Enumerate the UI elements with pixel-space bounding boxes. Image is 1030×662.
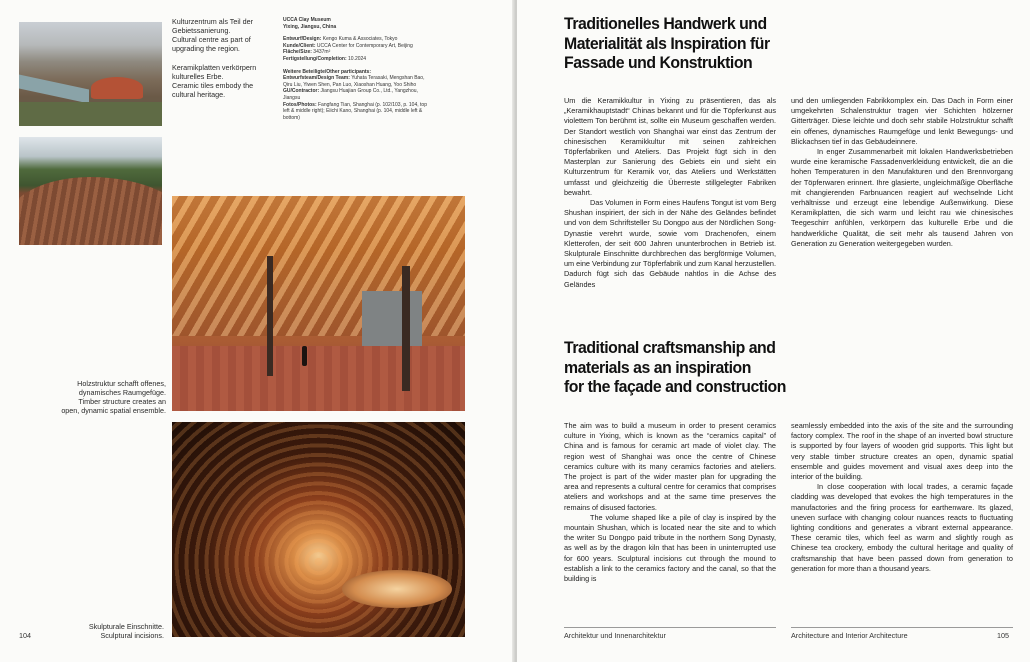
page-number-left: 104 [19, 631, 31, 640]
german-column-2: und den umliegenden Fabrikkomplex ein. Das Dach in Form einer umgekehrten Schalenstruktur tragen vier Schichten hölzerner Gitterträger. Diese leichte und doch sehr stabile Holzstruktur schafft ein offenes, dynamisches Raumgefüge und lenkt Bewegungs- und Blickachsen tief in das Gebäudeinnere. In enger Zusammenarbeit mit lokalen Handwerksbetrieben wurde eine keramische Fassadenverkleidung entwickelt, die an die hohen Temperaturen in den Manufakturen und den Brennvorgang der Töpferwaren erinnert. Ihre glasierte, ungleichmäßige Oberfläche mit changierenden Farbnuancen reagiert auf wechselnde Licht verhältnisse und erzeugt eine lebendige Außenwirkung. Diese Keramikplatten, die sich warm und leicht rau wie chinesisches Teegeschirr anfühlen, verkörpern das kulturelle Erbe und die handwerkliche Qualität, die seit mehr als tausend Jahren von Generation zu Generation weitergegeben wurden. [791, 96, 1013, 248]
roof-tiles-photo [19, 137, 162, 245]
heading-english: Traditional craftsmanship and materials as an inspiration for the façade and construction [564, 338, 786, 396]
page-number-right: 105 [997, 631, 1009, 640]
caption-wood: Holzstruktur schafft offenes, dynamisches Raumgefüge. Timber structure creates an open, dynamic spatial ensemble. [61, 379, 166, 415]
right-page [517, 0, 1030, 662]
caption-incisions: Skulpturale Einschnitte. Sculptural incisions. [88, 622, 164, 640]
credit-line: Fläche/Size: 3437m² [283, 49, 331, 56]
credit-line: Fotos/Photos: Fangfang Tian, Shanghai (p. 102/103, p. 104, top left & middle right); Eiichi Kano, Shanghai (p. 104, middle left & bottom) [283, 101, 427, 121]
credit-line: Entwurfsteam/Design Team: Yuhata Terasaki, Mengshan Bao, Qiru Liu, Yiwen Shen, Pan Luo, Xiaoshan Huang, Yoo Shiho [283, 75, 425, 88]
project-credits: UCCA Clay Museum Yixing, Jiangsu, China Entwurf/Design: Kengo Kuma & Associates, Tokyo Kunde/Client: UCCA Center for Contemporary Art, Beijing Fläche/Size: 3437m² Fertigstellung/Completion: 10.2024 Weitere Beteiligte/Other participants: Entwurfsteam/Design Team: Yuhata Terasaki, Mengshan Bao, Qiru Liu, Yiwen Shen, Pan Luo, Xiaoshan Huang, Yoo Shiho GU/Contractor: Jiangsu Huajian Group Co., Ltd., Yangzhou, Jiangsu Fotos/Photos: Fangfang Tian, Shanghai (p. 102/103, p. 104, top left & middle right); Eiichi Kano, Shanghai (p. 104, middle left & bottom) [283, 17, 433, 121]
german-column-1: Um die Keramikkultur in Yixing zu präsentieren, das als „Keramikhauptstadt“ Chinas bekannt und für die Töpferkunst aus violettem Ton berühmt ist, sollte ein Museum geschaffen werden. Der Standort westlich von Shanghai war einst das Zentrum der chinesischen Keramikkultur mit seinen zahlreichen Töpferfabriken und Ateliers. Das Projekt fügt sich in den Masterplan zur Sanierung des Gebiets ein und sieht ein Kulturzentrum für Keramik vor, das Ateliers und Werkstätten umfasst und gleichzeitig die Überreste stillgelegter Fabriken bewahrt. Das Volumen in Form eines Haufens Tongut ist vom Berg Shushan inspiriert, der sich in der Nähe des Geländes befindet und von dem Schriftsteller Su Dongpo aus der Nördlichen Song-Dynastie verehrt wurde, sowie vom Drachenofen, einem Kletterofen, der seit 600 Jahren ununterbrochen in Betrieb ist. Skulpturale Einschnitte durchbrechen das bergförmige Volumen, um eine Verbindung zur Töpferfabrik und zum Kanal herzustellen. Dadurch fügt sich das Gebäude nahtlos in die Achse des Geländes [564, 96, 777, 289]
footer-rule-right [791, 627, 1013, 628]
heading-german: Traditionelles Handwerk und Materialität als Inspiration für Fassade und Konstruktion [564, 14, 770, 72]
credit-line: Fertigstellung/Completion: 10.2024 [283, 55, 367, 62]
footer-section-en: Architecture and Interior Architecture [791, 631, 908, 640]
footer-rule-left [564, 627, 776, 628]
english-column-2: seamlessly embedded into the axis of the site and the surrounding factory complex. The roof in the shape of an inverted bowl structure is supported by four layers of wooden grid supports. This light but very stable timber structure creates an open, dynamic spatial ensemble and guides movement and visual axes deep into the interior of the building. In close cooperation with local trades, a ceramic façade cladding was developed that evokes the high temperatures in the manufactories and the firing process for earthenware. Its glazed, uneven surface with changing colour nuances reacts to fluctuating lighting conditions and generates a vibrant external appearance. These ceramic tiles, which feel as warm and slightly rough as Chinese tea crockery, embody the cultural heritage and quality of craftsmanship that have been passed down from generation to generation for more than a thousand years. [791, 421, 1013, 573]
caption-aerial: Kulturzentrum als Teil der Gebietssanierung. Cultural centre as part of upgrading the region. [172, 17, 253, 53]
caption-tiles: Keramikplatten verkörpern kulturelles Erbe. Ceramic tiles embody the cultural heritage. [172, 63, 257, 99]
credit-line: GU/Contractor: Jiangsu Huajian Group Co., Ltd., Yangzhou, Jiangsu [283, 88, 418, 101]
credit-line: Kunde/Client: UCCA Center for Contemporary Art, Beijing [283, 42, 413, 49]
credit-line: Entwurf/Design: Kengo Kuma & Associates, Tokyo [283, 36, 398, 43]
timber-interior-photo [172, 196, 465, 411]
footer-section-de: Architektur und Innenarchitektur [564, 631, 666, 640]
aerial-photo [19, 22, 162, 126]
sculptural-incision-photo [172, 422, 465, 637]
english-column-1: The aim was to build a museum in order to present ceramics culture in Yixing, which is known as the “ceramics capital” of China and is famous for ceramic art made of violet clay. The region west of Shanghai was once the centre of Chinese ceramics culture with its many ceramics factories and ateliers. The project is part of the wider master plan for upgrading the area and represents a cultural centre for ceramics that comprises ateliers and workshops and at the same time preserves the remains of disused factories. The volume shaped like a pile of clay is inspired by the mountain Shushan, which is located near the site and to which the writer Su Dongpo paid tribute in the northern Song Dynasty, as well as by the dragon kiln that has been in uninterrupted use for 600 years. Sculptural incisions cut through the mound to establish a link to the ceramics factory and the canal, so that the building is [564, 421, 776, 584]
